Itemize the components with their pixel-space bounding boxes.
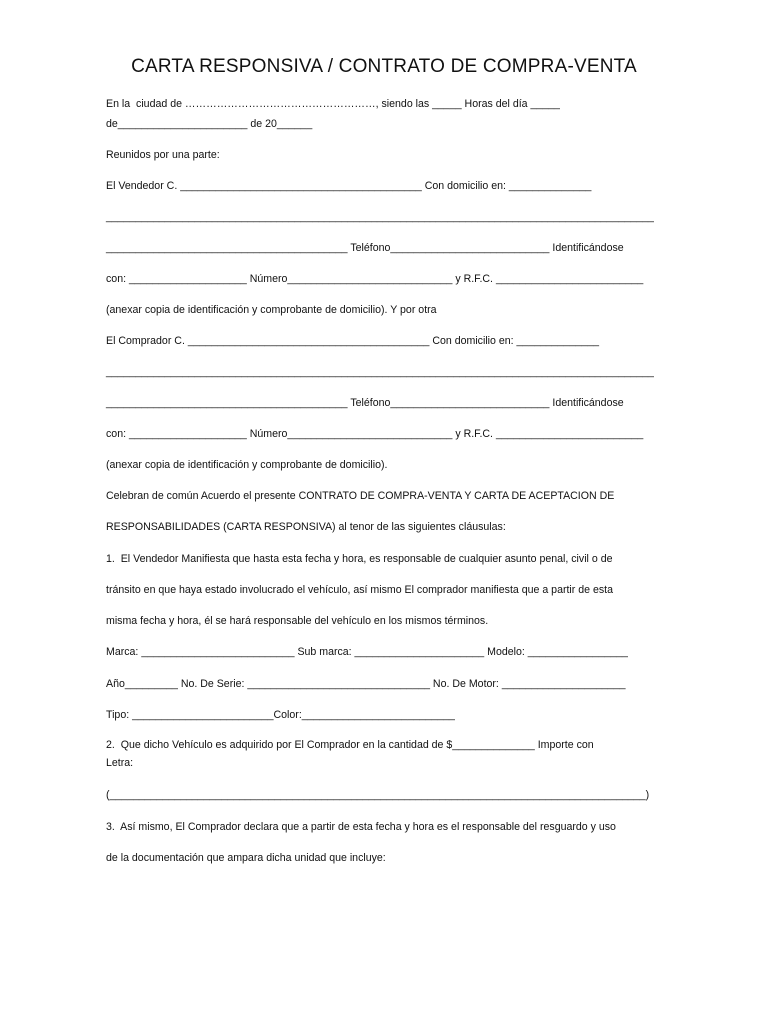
seller-phone-line: _________________________________________ Teléfono___________________________ Identificándose (106, 242, 624, 254)
buyer-id-line: con: ____________________ Número____________________________ y R.F.C. _________________________ (106, 428, 644, 440)
agreement-line-1: Celebran de común Acuerdo el presente CONTRATO DE COMPRA-VENTA Y CARTA DE ACEPTACION DE (106, 490, 615, 502)
clause-1-line-3: misma fecha y hora, él se hará responsable del vehículo en los mismos términos. (106, 615, 489, 627)
clause-3-line-2: de la documentación que ampara dicha unidad que incluye: (106, 852, 386, 864)
clause-3-line-1: 3. Así mismo, El Comprador declara que a partir de esta fecha y hora es el responsable del resguardo y uso (106, 821, 616, 833)
seller-line: El Vendedor C. _________________________________________ Con domicilio en: ______________ (106, 180, 592, 192)
agreement-line-2: RESPONSABILIDADES (CARTA RESPONSIVA) al tenor de las siguientes cláusulas: (106, 521, 506, 533)
buyer-address-line: _____________________________________________________________________________________________ (106, 366, 654, 378)
amount-in-words-line: (___________________________________________________________________________________________) (106, 789, 650, 801)
parties-intro: Reunidos por una parte: (106, 149, 220, 161)
document-title: CARTA RESPONSIVA / CONTRATO DE COMPRA-VENTA (131, 56, 637, 77)
seller-id-line: con: ____________________ Número____________________________ y R.F.C. _________________________ (106, 273, 644, 285)
seller-address-line: _____________________________________________________________________________________________ (106, 211, 654, 223)
vehicle-year-line: Año_________ No. De Serie: _______________________________ No. De Motor: _____________________ (106, 678, 626, 690)
clause-2-line-2: Letra: (106, 757, 134, 769)
clause-2-line-1: 2. Que dicho Vehículo es adquirido por El Comprador en la cantidad de $______________ Importe con (106, 739, 594, 751)
vehicle-brand-line: Marca: __________________________ Sub marca: ______________________ Modelo: _________________ (106, 646, 628, 658)
clause-1-line-2: tránsito en que haya estado involucrado el vehículo, así mismo El comprador manifiesta que a partir de esta (106, 584, 614, 596)
place-date-line: En la ciudad de ………………………………………………, siendo las _____ Horas del día _____ (106, 98, 560, 110)
date-line: de______________________ de 20______ (106, 118, 313, 130)
seller-note: (anexar copia de identificación y comprobante de domicilio). Y por otra (106, 304, 437, 316)
buyer-note: (anexar copia de identificación y comprobante de domicilio). (106, 459, 388, 471)
clause-1-line-1: 1. El Vendedor Manifiesta que hasta esta fecha y hora, es responsable de cualquier asunto penal, civil o de (106, 553, 613, 565)
vehicle-type-line: Tipo: ________________________Color:__________________________ (106, 709, 455, 721)
buyer-line: El Comprador C. _________________________________________ Con domicilio en: ______________ (106, 335, 600, 347)
buyer-phone-line: _________________________________________ Teléfono___________________________ Identificándose (106, 397, 624, 409)
